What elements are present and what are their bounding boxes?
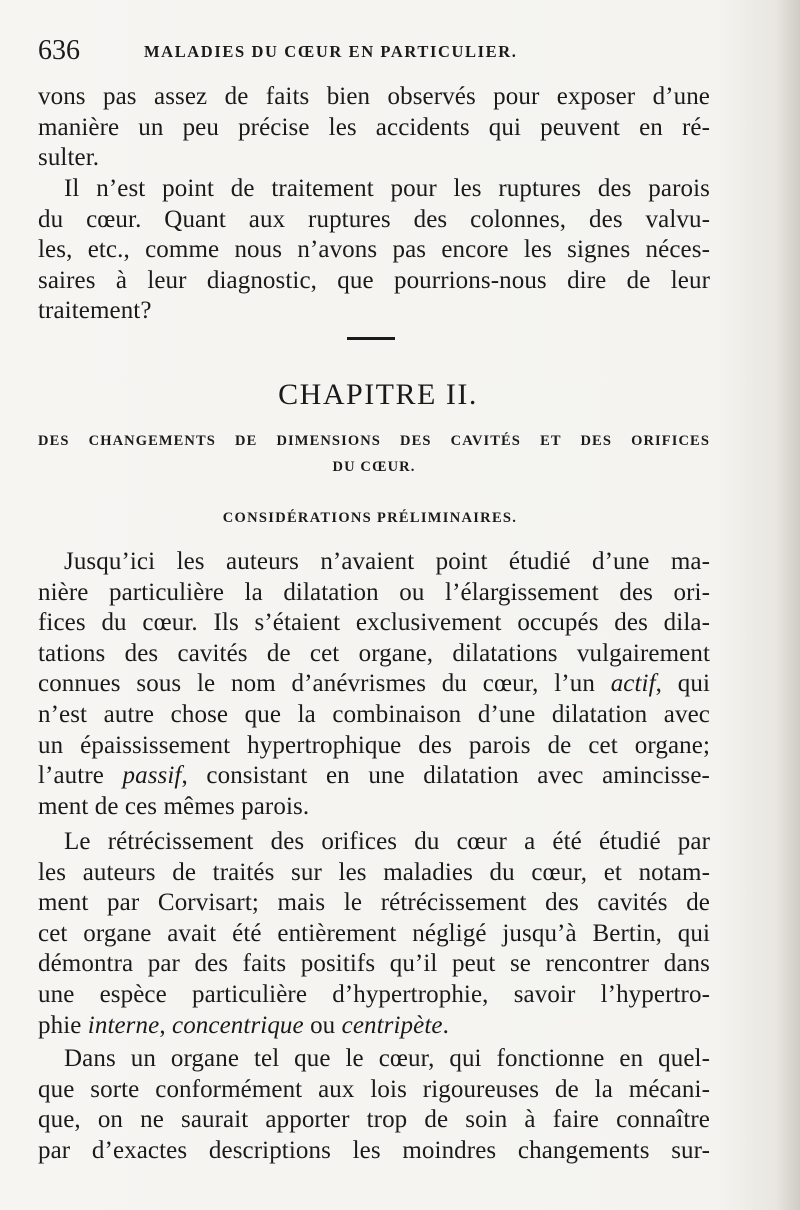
text-line: par d’exactes descriptions les moindres changements sur-: [38, 1136, 710, 1164]
text-run: connues sous le nom d’anévrismes du cœur, l’un: [38, 670, 611, 698]
text-line: du cœur. Quant aux ruptures des colonnes, des valvu-: [38, 205, 710, 233]
text-run: , consistant en une dilatation avec amincisse-: [181, 762, 710, 790]
section-divider: [347, 337, 395, 340]
text-line: traitement?: [38, 297, 152, 325]
text-line: Jusqu’ici les auteurs n’avaient point étudié d’une ma-: [64, 548, 710, 575]
text-line: [38, 1011, 710, 1042]
paragraph-narrowing: [38, 827, 710, 1041]
italic-term: concentrique: [172, 1011, 304, 1039]
text-line: ment de ces mêmes parois.: [38, 792, 310, 820]
text-line: fices du cœur. Ils s’étaient exclusivement occupés des dila-: [38, 609, 710, 637]
italic-term: passif: [122, 762, 182, 790]
text-line: [38, 761, 710, 792]
chapter-subtitle-line: DES CHANGEMENTS DE DIMENSIONS DES CAVITÉS ET DES ORIFICES: [38, 433, 710, 449]
text-line: cet organe avait été entièrement négligé jusqu’à Bertin, qui: [38, 919, 710, 947]
text-line: un épaississement hypertrophique des parois de cet organe;: [38, 731, 710, 759]
text-run: ,: [159, 1011, 173, 1039]
text-line: [38, 669, 710, 700]
text-line: Dans un organe tel que le cœur, qui fonctionne en quel-: [64, 1045, 710, 1072]
page-number: 636: [38, 35, 80, 66]
text-line: une espèce particulière d’hypertrophie, savoir l’hypertro-: [38, 980, 710, 1008]
text-line: nière particulière la dilatation ou l’élargissement des ori-: [38, 578, 710, 606]
chapter-title: CHAPITRE II.: [278, 378, 478, 411]
text-line: que sorte conformément aux lois rigoureuses de la mécani-: [38, 1075, 710, 1103]
text-line: ment par Corvisart; mais le rétrécissement des cavités de: [38, 889, 710, 917]
text-line: les auteurs de traités sur les maladies du cœur, et notam-: [38, 858, 710, 886]
text-run: .: [442, 1011, 449, 1039]
text-line: vons pas assez de faits bien observés pour exposer d’une: [38, 83, 710, 110]
text-line: les, etc., comme nous n’avons pas encore les signes néces-: [38, 236, 710, 264]
text-line: Le rétrécissement des orifices du cœur a été étudié par: [64, 828, 710, 855]
paragraph-organ: [38, 1044, 710, 1166]
text-line: manière un peu précise les accidents qui peuvent en ré-: [38, 113, 710, 141]
chapter-subtitle-line: DU CŒUR.: [332, 459, 416, 475]
text-line: saires à leur diagnostic, que pourrions-nous dire de leur: [38, 266, 710, 294]
running-head: MALADIES DU CŒUR EN PARTICULIER.: [144, 42, 518, 61]
text-run: , qui: [655, 670, 710, 698]
text-line: sulter.: [38, 144, 100, 172]
text-line: tations des cavités de cet organe, dilatations vulgairement: [38, 639, 710, 667]
text-line: que, on ne saurait apporter trop de soin à faire connaître: [38, 1106, 710, 1134]
chapter-subtitle: [38, 428, 710, 480]
text-line: Il n’est point de traitement pour les ruptures des parois: [64, 175, 710, 202]
text-run: ou: [303, 1011, 342, 1039]
text-line: n’est autre chose que la combinaison d’une dilatation avec: [38, 700, 710, 728]
text-run: phie: [38, 1011, 88, 1039]
text-run: l’autre: [38, 762, 123, 790]
continued-paragraph: [38, 82, 710, 174]
page-header: [38, 34, 710, 68]
paragraph-treatment: [38, 174, 710, 327]
text-line: démontra par des faits positifs qu’il peut se rencontrer dans: [38, 950, 710, 978]
italic-term: actif: [610, 670, 656, 698]
italic-term: interne: [87, 1011, 160, 1039]
section-heading: CONSIDÉRATIONS PRÉLIMINAIRES.: [222, 510, 518, 526]
italic-term: centripète: [341, 1011, 443, 1039]
paragraph-intro: [38, 547, 710, 822]
